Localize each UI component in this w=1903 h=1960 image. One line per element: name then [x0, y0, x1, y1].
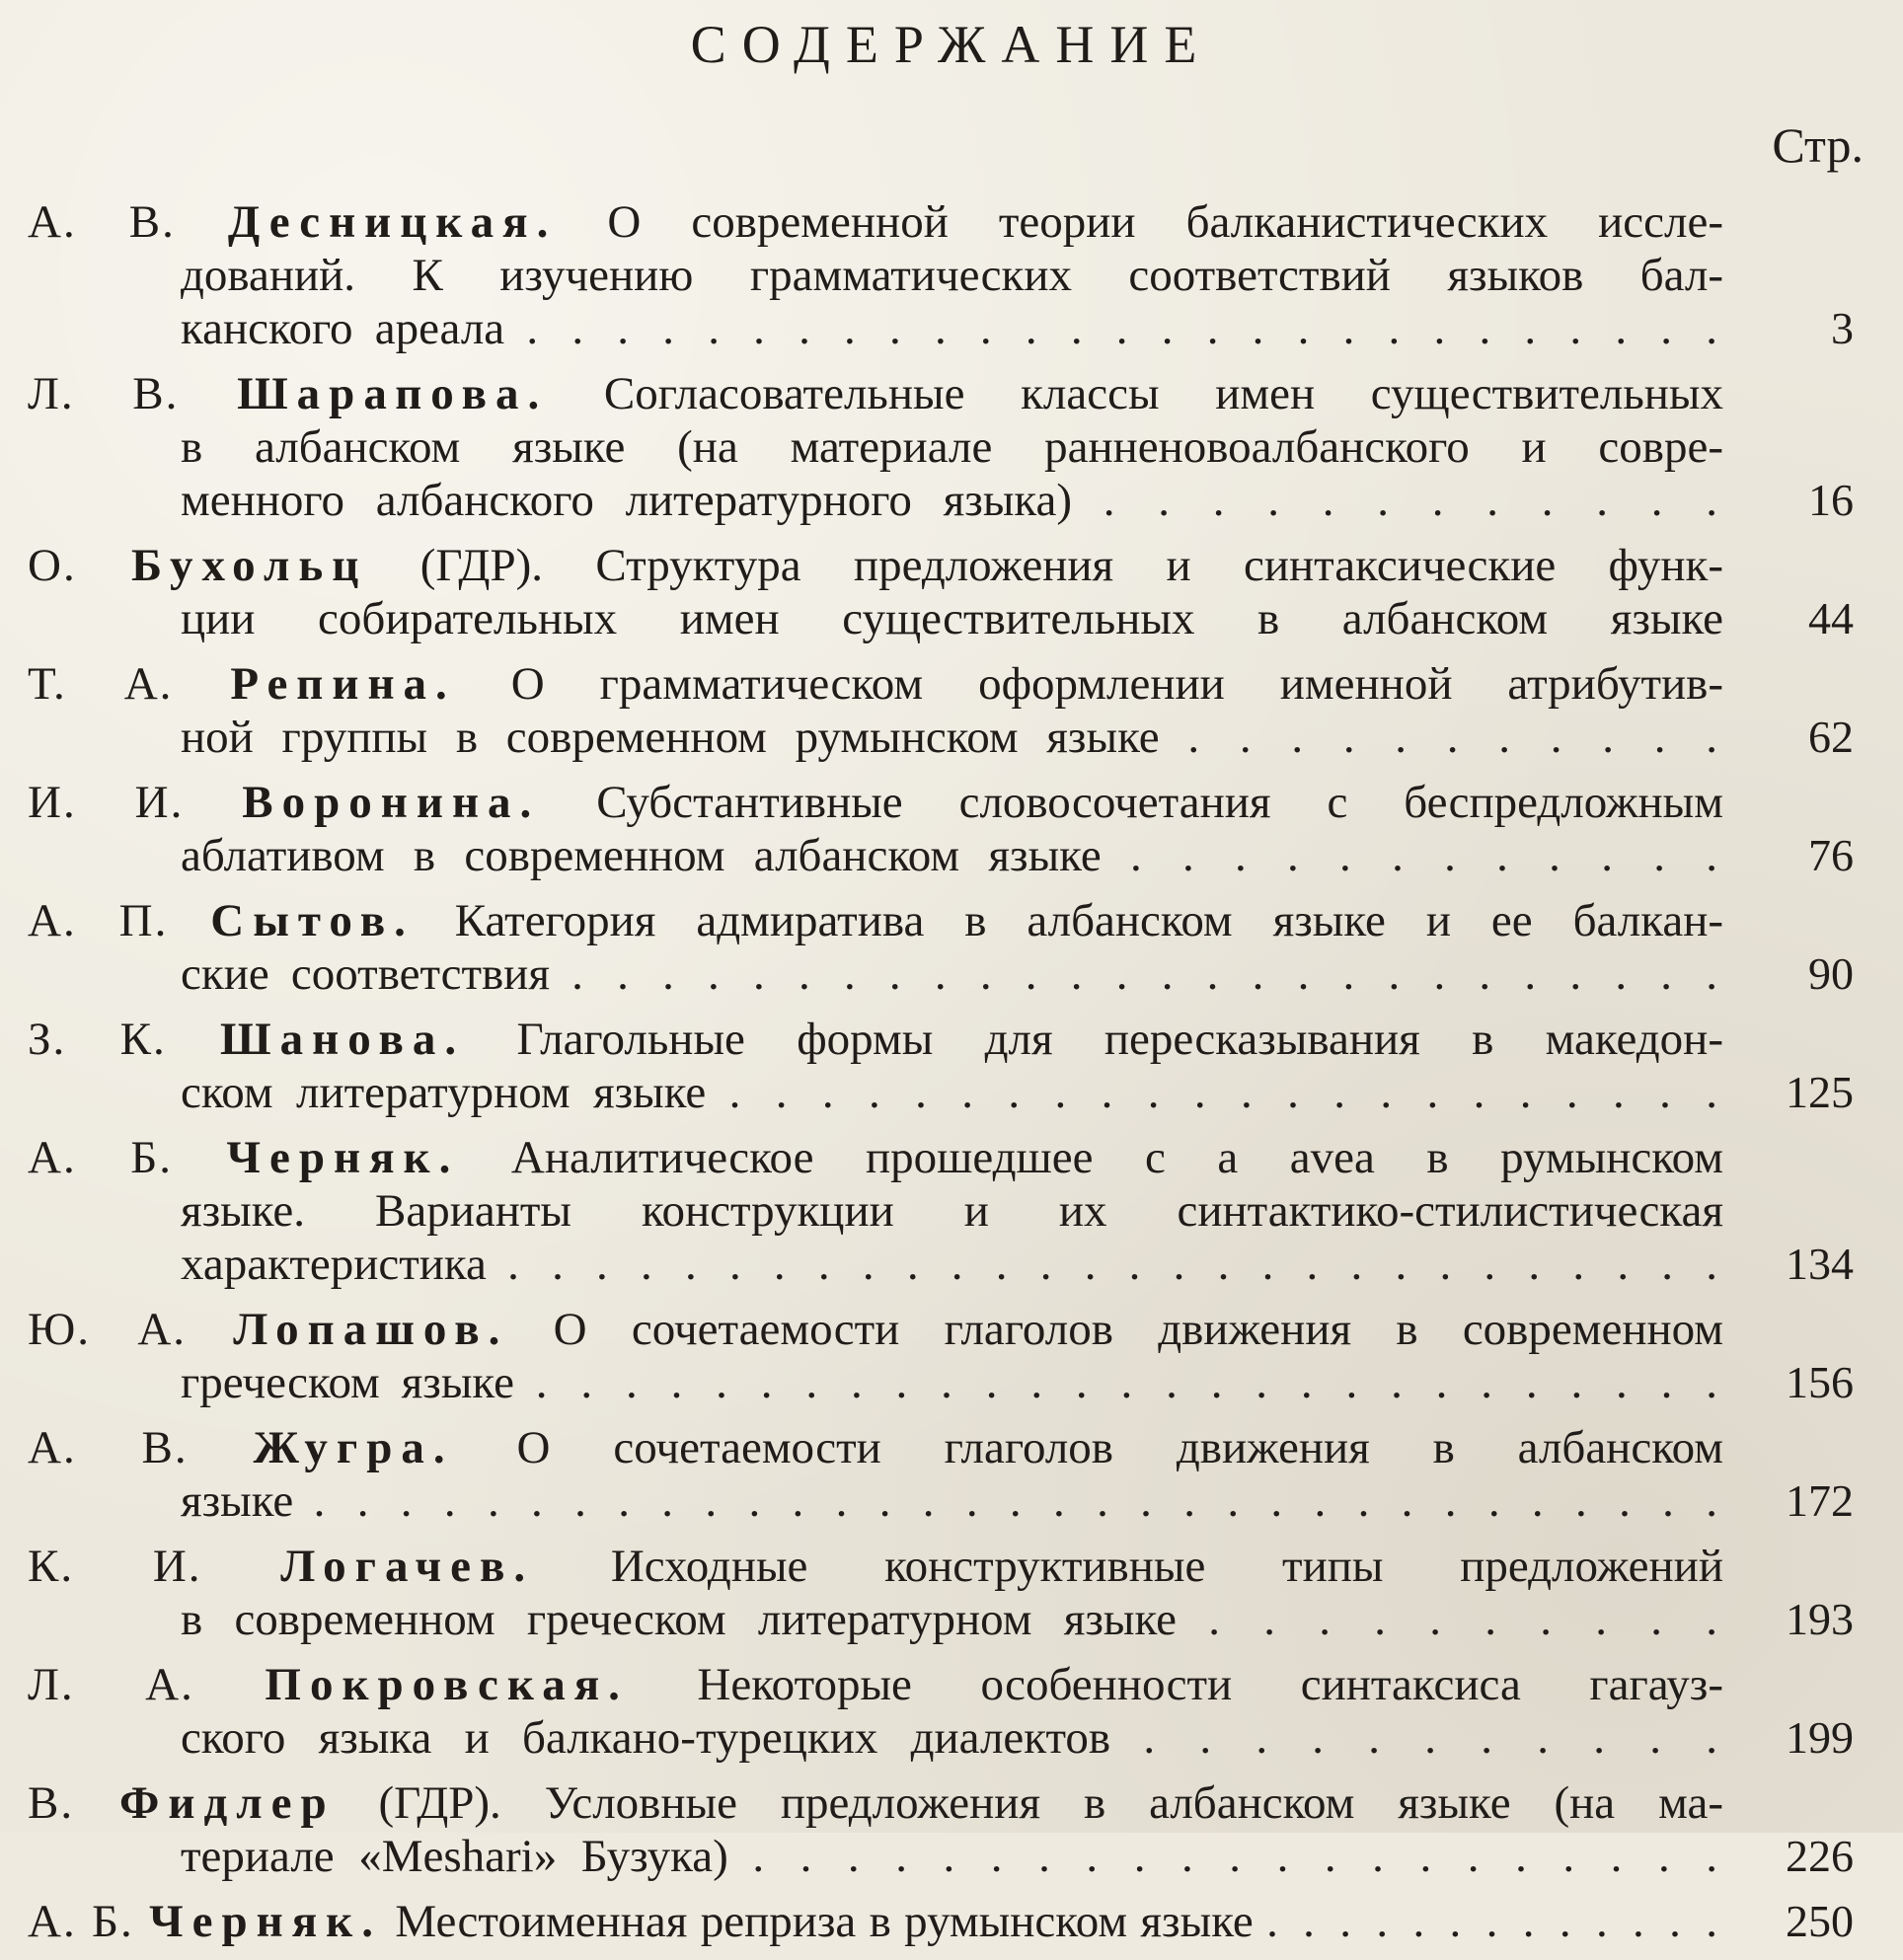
toc-entry-text: [28, 195, 1723, 355]
entry-title-text: в современном греческом литературном языке: [181, 1594, 1209, 1645]
leader-dots: . . . . . . . . . . . . . . . . . . . . . . . . . . . . . . . . .: [313, 1475, 1723, 1527]
page-number: 16: [1808, 475, 1854, 525]
entry-title-last-line: [28, 1593, 1723, 1646]
author-initials: А. Б.: [28, 1896, 150, 1947]
entry-title-line: (ГДР). Структура предложения и синтаксические функ-: [367, 540, 1723, 591]
page-number: 76: [1808, 830, 1854, 880]
page-number: 3: [1831, 303, 1854, 353]
author-initials: А. В.: [28, 196, 228, 248]
toc-entry-text: [28, 1131, 1723, 1291]
toc-entry: [28, 1658, 1883, 1765]
leader-dots: . . . . . . . . . . . . . . . . . . . . . . . . . . .: [526, 303, 1724, 354]
entry-title-last-line: [28, 1238, 1723, 1291]
entry-title-text: Местоименная реприза в румынском языке: [381, 1896, 1267, 1947]
toc-entry-first-line: [28, 1303, 1723, 1356]
toc-entry: [28, 894, 1883, 1001]
toc-entry-text: [28, 1540, 1723, 1646]
entry-title-line: Категория адмиратива в албанском языке и ее балкан-: [414, 895, 1723, 946]
leader-dots: . . . . . . . . . . .: [1187, 712, 1724, 763]
toc-entry-text: [28, 539, 1723, 645]
entry-title-last-line: [28, 302, 1723, 355]
author-initials: А. П.: [28, 895, 211, 946]
author-name: Бухольц: [131, 540, 368, 591]
author-name: Черняк.: [149, 1896, 382, 1947]
entry-title-last-line: [28, 1830, 1723, 1883]
entry-title-last-line: [28, 1356, 1723, 1409]
toc-entry: [28, 195, 1883, 355]
author-initials: А. Б.: [28, 1132, 227, 1183]
entry-title-line: Согласовательные классы имен существительных: [548, 368, 1723, 419]
toc-entry-first-line: [28, 195, 1723, 249]
page-number: 44: [1808, 593, 1854, 643]
entry-title-last-line: [28, 711, 1723, 764]
author-name: Логачев.: [280, 1541, 535, 1592]
leader-dots: . . . . . . . . . . . . . . . . . . . . .: [752, 1831, 1724, 1882]
entry-title-text: канского ареала: [181, 303, 527, 354]
author-initials: Л. А.: [28, 1659, 266, 1710]
toc-entry-text: [28, 657, 1723, 764]
entry-title-line: Некоторые особенности синтаксиса гагауз-: [628, 1659, 1723, 1710]
author-name: Воронина.: [242, 777, 541, 828]
toc-entry-text: [28, 1658, 1723, 1765]
entry-title-line: О сочетаемости глаголов движения в современном: [508, 1304, 1723, 1355]
leader-dots: . . . . . . . . . .: [1208, 1594, 1724, 1645]
page-title: СОДЕРЖАНИЕ: [690, 15, 1213, 74]
author-initials: О.: [28, 540, 132, 591]
toc-entry-text: [28, 1895, 1723, 1948]
entry-title-last-line: [28, 474, 1723, 527]
table-of-contents: [28, 195, 1883, 1960]
page-number: 156: [1786, 1357, 1854, 1407]
toc-entry-first-line: [28, 1421, 1723, 1474]
entry-title-text: греческом языке: [181, 1357, 536, 1408]
author-name: Лопашов.: [233, 1304, 509, 1355]
entry-title-line: языке. Варианты конструкции и их синтактико-стилистическая: [181, 1185, 1723, 1237]
page-number: 125: [1786, 1067, 1854, 1117]
leader-dots: . . . . . . . . . . .: [1143, 1712, 1723, 1764]
toc-entry-text: [28, 367, 1723, 527]
toc-entry-first-line: [28, 1896, 382, 1947]
entry-title-text: аблативом в современном албанском языке: [181, 830, 1130, 881]
toc-entry-text: [28, 894, 1723, 1001]
author-name: Покровская.: [265, 1659, 629, 1710]
leader-dots: . . . . . . . . . . . . .: [1266, 1896, 1724, 1947]
entry-title-line: О грамматическом оформлении именной атрибутив-: [455, 658, 1723, 710]
author-initials: И. И.: [28, 777, 243, 828]
leader-dots: . . . . . . . . . . . . . . . . . . . . . . . . . .: [571, 948, 1723, 1000]
author-initials: З. К.: [28, 1014, 221, 1065]
toc-entry: [28, 657, 1883, 764]
toc-entry-first-line: [28, 1658, 1723, 1711]
toc-entry: [28, 367, 1883, 527]
author-name: Шарапова.: [237, 368, 549, 419]
toc-entry-first-line: [28, 1013, 1723, 1066]
entry-title-last-line: [28, 1066, 1723, 1119]
toc-entry-text: [28, 1421, 1723, 1528]
toc-entry-first-line: [28, 657, 1723, 711]
toc-entry-first-line: [28, 1540, 1723, 1593]
author-name: Черняк.: [226, 1132, 460, 1183]
page-number: 193: [1786, 1594, 1854, 1644]
toc-entry: [28, 539, 1883, 645]
toc-entry: [28, 1013, 1883, 1119]
entry-title-last-line: [28, 592, 1723, 645]
entry-title-text: ские соответствия: [181, 948, 572, 1000]
author-initials: Ю. А.: [28, 1304, 234, 1355]
author-name: Репина.: [230, 658, 456, 710]
toc-entry: [28, 1303, 1883, 1409]
entry-title-last-line: [28, 947, 1723, 1001]
entry-title-line: О современной теории балканистических иссле-: [557, 196, 1723, 248]
page-number: 134: [1786, 1239, 1854, 1289]
entry-title-text: териале «Meshari» Бузука): [181, 1831, 753, 1882]
entry-title-text: ной группы в современном румынском языке: [181, 712, 1188, 763]
page-number: 90: [1808, 948, 1854, 999]
toc-entry: [28, 1776, 1883, 1883]
toc-entry-first-line: [28, 539, 1723, 592]
page-number: 62: [1808, 712, 1854, 762]
entry-title-line: Исходные конструктивные типы предложений: [534, 1541, 1723, 1592]
author-name: Фидлер: [119, 1777, 336, 1829]
entry-title-text: ском литературном языке: [181, 1067, 729, 1118]
entry-title-line: Субстантивные словосочетания с беспредложным: [540, 777, 1723, 828]
entry-title-line: Аналитическое прошедшее с a avea в румынском: [459, 1132, 1724, 1183]
entry-title-last-line: [382, 1896, 1723, 1947]
toc-entry: [28, 1131, 1883, 1291]
leader-dots: . . . . . . . . . . . . . . . . . . . . . .: [728, 1067, 1724, 1118]
toc-entry-text: [28, 1303, 1723, 1409]
entry-title-last-line: [28, 1711, 1723, 1765]
entry-title-line: (ГДР). Условные предложения в албанском языке (на ма-: [335, 1777, 1723, 1829]
toc-entry: [28, 1540, 1883, 1646]
author-initials: Т. А.: [28, 658, 231, 710]
page-number: 226: [1786, 1831, 1854, 1881]
entry-title-text: ского языка и балкано-турецких диалектов: [181, 1712, 1144, 1764]
leader-dots: . . . . . . . . . . . .: [1129, 830, 1723, 881]
toc-entry-first-line: [28, 1131, 1723, 1184]
leader-dots: . . . . . . . . . . . .: [1103, 475, 1724, 526]
toc-entry-text: [28, 1013, 1723, 1119]
author-initials: Л. В.: [28, 368, 238, 419]
page-number: 199: [1786, 1712, 1854, 1763]
author-initials: К. И.: [28, 1541, 281, 1592]
entry-title-text: менного албанского литературного языка): [181, 475, 1104, 526]
entry-title-text: языке: [181, 1475, 314, 1527]
page-number: 250: [1786, 1896, 1854, 1946]
entry-title-last-line: [28, 829, 1723, 882]
entry-title-line: дований. К изучению грамматических соответствий языков бал-: [181, 250, 1723, 301]
entry-title-line: Глагольные формы для пересказывания в македон-: [465, 1014, 1723, 1065]
toc-entry-text: [28, 776, 1723, 882]
page-number: 172: [1786, 1475, 1854, 1526]
entry-title-line: О сочетаемости глаголов движения в албанском: [453, 1422, 1723, 1473]
entry-title-last-line: [28, 1474, 1723, 1528]
toc-entry: [28, 776, 1883, 882]
author-name: Десницкая.: [227, 196, 558, 248]
entry-title-text: характеристика: [181, 1239, 508, 1290]
toc-entry-text: [28, 1776, 1723, 1883]
leader-dots: . . . . . . . . . . . . . . . . . . . . . . . . . . . .: [507, 1239, 1724, 1290]
entry-title-text: ции собирательных имен существительных в албанском языке: [181, 593, 1723, 644]
author-initials: В.: [28, 1777, 120, 1829]
toc-entry: [28, 1895, 1883, 1948]
leader-dots: . . . . . . . . . . . . . . . . . . . . . . . . . . .: [535, 1357, 1723, 1408]
author-name: Шанова.: [220, 1014, 466, 1065]
page-column-label: Стр.: [1772, 117, 1864, 173]
author-name: Жугра.: [253, 1422, 454, 1473]
entry-title-line: в албанском языке (на материале ранненовоалбанского и совре-: [181, 421, 1723, 473]
toc-entry-first-line: [28, 776, 1723, 829]
toc-entry: [28, 1421, 1883, 1528]
author-name: Сытов.: [210, 895, 415, 946]
toc-entry-first-line: [28, 367, 1723, 420]
author-initials: А. В.: [28, 1422, 254, 1473]
toc-entry-first-line: [28, 894, 1723, 947]
toc-entry-first-line: [28, 1776, 1723, 1830]
